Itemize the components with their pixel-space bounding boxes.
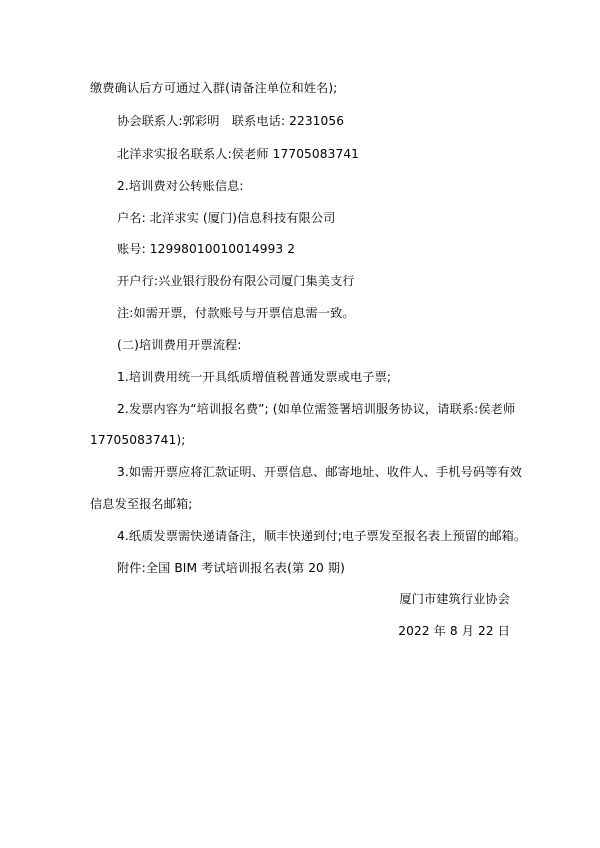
paragraph-association-contact: 协会联系人:郭彩明 联系电话: 2231056 bbox=[117, 114, 345, 128]
paragraph-account-name: 户名: 北洋求实 (厦门)信息科技有限公司 bbox=[117, 211, 336, 225]
paragraph-bank: 开户行:兴业银行股份有限公司厦门集美支行 bbox=[117, 274, 355, 288]
section-transfer-info-heading: 2.培训费对公转账信息: bbox=[117, 179, 244, 193]
paragraph-invoice-step-3: 3.如需开票应将汇款证明、开票信息、邮寄地址、收件人、手机号码等有效 bbox=[117, 465, 523, 479]
paragraph-attachment: 附件:全国 BIM 考试培训报名表(第 20 期) bbox=[117, 561, 346, 575]
signature-date: 2022 年 8 月 22 日 bbox=[398, 624, 510, 638]
paragraph-invoice-step-3-cont: 信息发至报名邮箱; bbox=[90, 497, 193, 511]
paragraph-beiyang-contact: 北洋求实报名联系人:侯老师 17705083741 bbox=[117, 147, 360, 161]
paragraph-invoice-note: 注:如需开票，付款账号与开票信息需一致。 bbox=[117, 306, 355, 320]
paragraph-payment-confirm: 缴费确认后方可通过入群(请备注单位和姓名); bbox=[90, 81, 338, 95]
paragraph-invoice-step-1: 1.培训费用统一开具纸质增值税普通发票或电子票; bbox=[117, 370, 392, 384]
paragraph-invoice-step-2: 2.发票内容为“培训报名费”; (如单位需签署培训服务协议，请联系:侯老师 bbox=[117, 402, 516, 416]
paragraph-account-number: 账号: 12998010010014993 2 bbox=[117, 242, 296, 256]
paragraph-invoice-step-2-cont: 17705083741); bbox=[90, 433, 186, 447]
section-invoice-process-heading: (二)培训费用开票流程: bbox=[117, 338, 242, 352]
paragraph-invoice-step-4: 4.纸质发票需快递请备注，顺丰快递到付;电子票发至报名表上预留的邮箱。 bbox=[117, 529, 527, 543]
signature-organization: 厦门市建筑行业协会 bbox=[399, 592, 510, 606]
